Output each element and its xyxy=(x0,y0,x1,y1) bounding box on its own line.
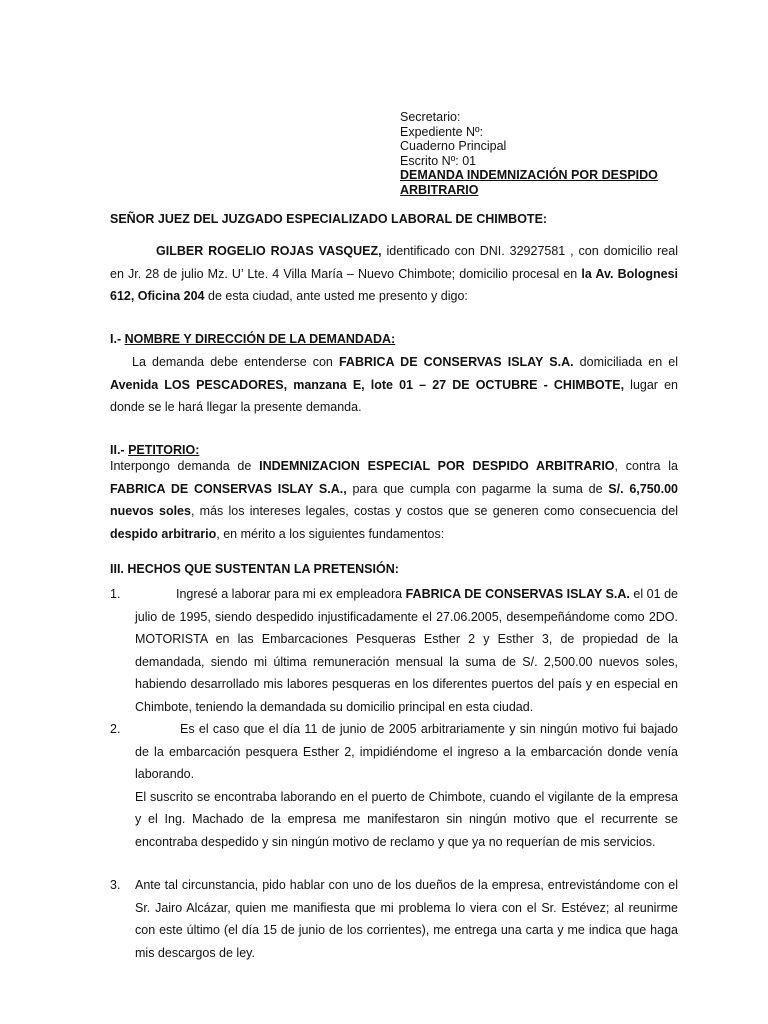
section2-title: PETITORIO: xyxy=(128,443,200,457)
item-number: 1. xyxy=(110,587,121,601)
defendant-address: Avenida LOS PESCADORES, manzana E, lote 01 – 27 DE OCTUBRE - CHIMBOTE, xyxy=(110,377,625,392)
section1-text-2: domiciliada en el xyxy=(573,355,679,369)
defendant-name-2: FABRICA DE CONSERVAS ISLAY S.A., xyxy=(110,481,347,496)
section1-title: NOMBRE Y DIRECCIÓN DE LA DEMANDADA: xyxy=(124,332,396,346)
item-text: El suscrito se encontraba laborando en el puerto de Chimbote, cuando el vigilante de la empresa y el Ing. Machado de la empresa me manifestaron sin ningún motivo que el recurrente se encontraba despedido y sin ningún motivo de reclamo y que ya no requerían de mis servicios. xyxy=(135,789,678,849)
item-number: 3. xyxy=(110,878,121,892)
item1-text-2: el 01 de julio de 1995, siendo despedido injustificadamente el 27.06.2005, desempeñándome como 2DO. MOTORISTA en las Embarcaciones Pesqueras Esther 2 y Esther 3, de propiedad de la demandada, siendo mi última remuneración mensual la suma de S/. 2,500.00 nuevos soles, habiendo desarrollado mis labores pesqueras en los diferentes puertos del país y en especial en Chimbote, teniendo la demandada su domicilio principal en esta ciudad. xyxy=(135,587,678,714)
item-text xyxy=(135,583,678,719)
expediente-line: Expediente Nº: xyxy=(400,124,484,139)
procedural-address: la Av. Bolognesi 612, Oficina 204 xyxy=(110,266,679,304)
section1-paragraph xyxy=(110,351,678,419)
item-text: Ante tal circunstancia, pido hablar con uno de los dueños de la empresa, entrevistándome con el Sr. Jairo Alcázar, quien me manifiesta que mi problema lo viera con el Sr. Estévez; al reunirme con este último (el día 15 de junio de los corrientes), me entrega una carta y me indica que haga mis descargos de ley. xyxy=(135,878,678,960)
claim-amount: S/. 6,750.00 nuevos soles xyxy=(110,481,678,519)
defendant-name: FABRICA DE CONSERVAS ISLAY S.A. xyxy=(338,355,574,369)
item1-text-1: Ingresé a laborar para mi ex empleadora xyxy=(176,587,406,601)
item-number: 2. xyxy=(110,722,121,736)
despido-arbitrario-bold: despido arbitrario xyxy=(110,526,217,541)
section2-text-3: para que cumpla con pagarme la suma de xyxy=(346,481,609,496)
item-text: Es el caso que el día 11 de junio de 2005 arbitrariamente y sin ningún motivo fui bajado de la embarcación pesquera Esther 2, impidiéndome el ingreso a la embarcación donde venía laborando. xyxy=(135,722,678,782)
section1-prefix: I.- xyxy=(110,332,125,346)
plaintiff-name: GILBER ROGELIO ROJAS VASQUEZ, xyxy=(156,244,382,258)
section1-heading xyxy=(110,332,395,346)
intro-text-1: identificado con DNI. 32927581 , con domicilio real en Jr. 28 de julio Mz. U’ Lte. 4 Villa María – Nuevo Chimbote; domicilio procesal en xyxy=(110,244,678,281)
list-item xyxy=(110,718,678,854)
list-item xyxy=(110,874,678,964)
section2-text-5: , en mérito a los siguientes fundamentos: xyxy=(216,526,445,541)
cuaderno-line: Cuaderno Principal xyxy=(400,139,507,153)
section2-text-2: , contra la xyxy=(614,459,678,473)
list-item xyxy=(110,583,678,719)
section2-text-1: Interpongo demanda de xyxy=(110,459,260,473)
secretario-line: Secretario: xyxy=(400,110,461,124)
item1-employer: FABRICA DE CONSERVAS ISLAY S.A. xyxy=(405,587,630,601)
intro-text-2: de esta ciudad, ante usted me presento y digo: xyxy=(204,289,468,304)
intro-paragraph xyxy=(110,240,678,308)
escrito-line: Escrito Nº: 01 xyxy=(400,153,477,168)
section1-text-1: La demanda debe entenderse con xyxy=(132,355,339,369)
section3-heading: III. HECHOS QUE SUSTENTAN LA PRETENSIÓN: xyxy=(110,562,399,576)
section2-paragraph xyxy=(110,455,678,545)
section1-text-3: lugar en donde se le hará llegar la presente demanda. xyxy=(110,377,678,415)
document-title: DEMANDA INDEMNIZACIÓN POR DESPIDO ARBITRARIO xyxy=(400,168,658,197)
claim-title: INDEMNIZACION ESPECIAL POR DESPIDO ARBITRARIO xyxy=(259,459,615,473)
section2-prefix: II.- xyxy=(110,443,129,457)
case-header xyxy=(400,110,708,197)
section2-text-4: , más los intereses legales, costas y costos que se generen como consecuencia del xyxy=(190,504,678,519)
addressee: SEÑOR JUEZ DEL JUZGADO ESPECIALIZADO LABORAL DE CHIMBOTE: xyxy=(110,212,548,226)
